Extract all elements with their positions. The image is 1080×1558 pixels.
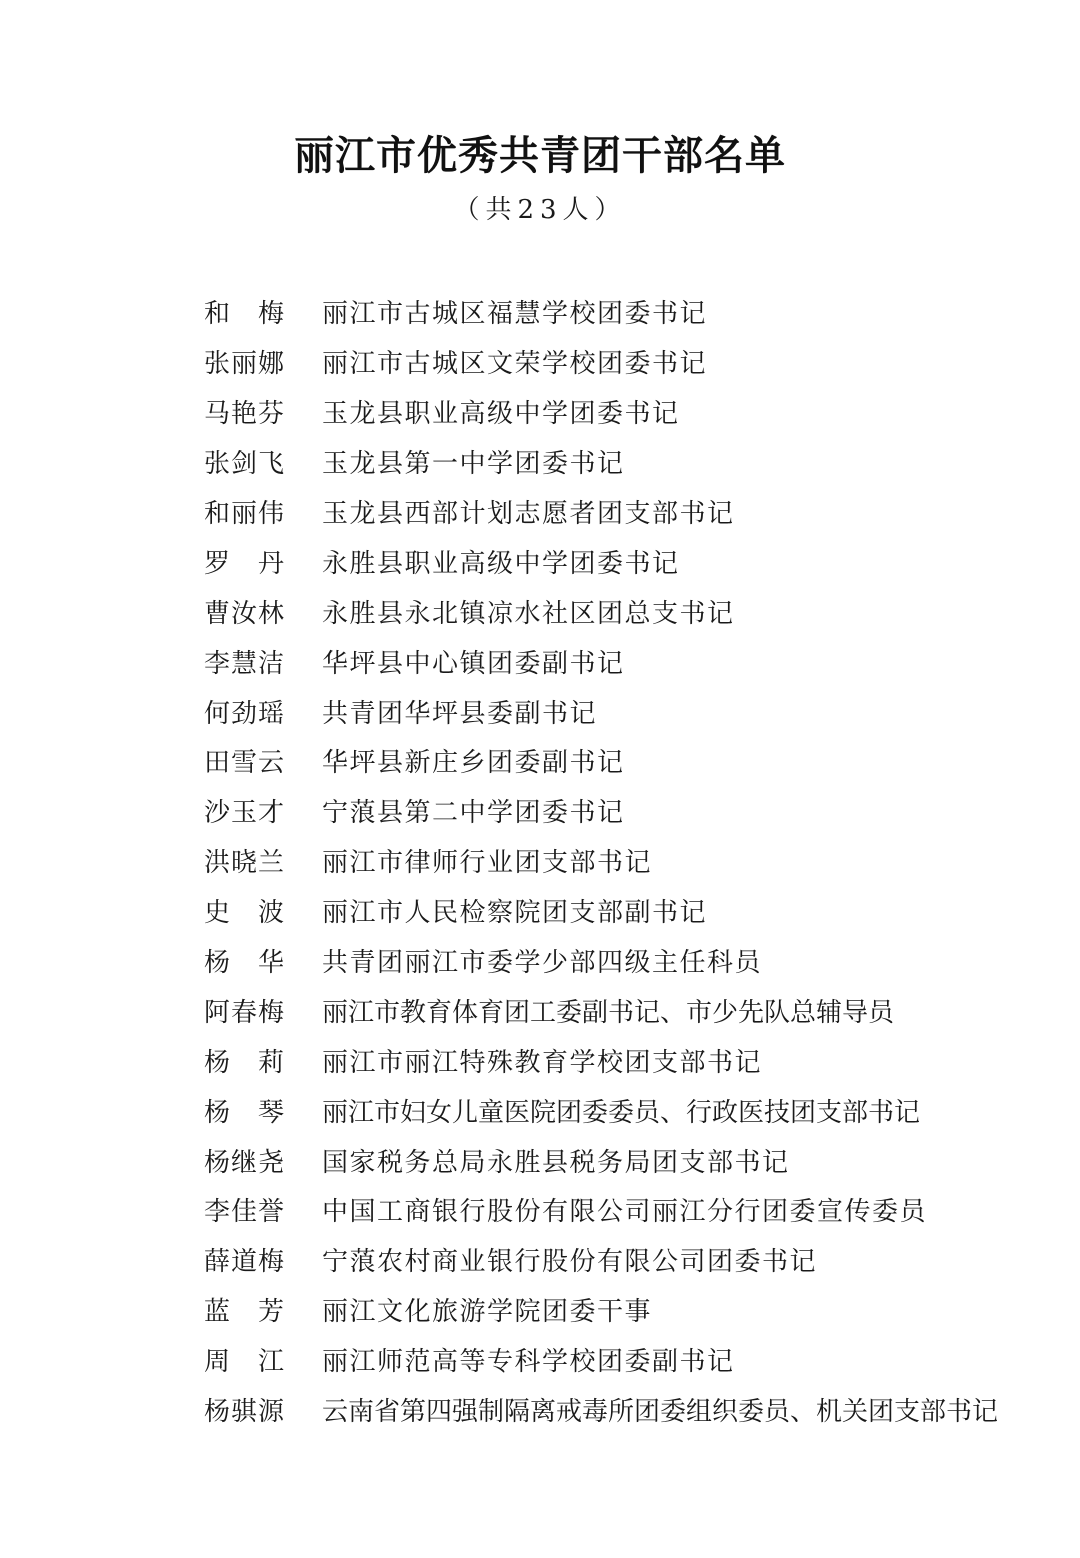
list-item	[204, 636, 1004, 686]
entry-name: 罗 丹	[204, 548, 286, 579]
list-item	[204, 1385, 1004, 1435]
entry-name: 何劲瑶	[204, 698, 286, 729]
entry-role: 华坪县新庄乡团委副书记	[322, 748, 625, 779]
list-item	[204, 936, 1004, 986]
entry-role: 玉龙县职业高级中学团委书记	[322, 399, 680, 430]
entry-name: 杨 华	[204, 948, 286, 979]
entry-role: 宁蒗农村商业银行股份有限公司团委书记	[322, 1247, 818, 1278]
entry-name: 周 江	[204, 1347, 286, 1378]
entry-role: 丽江师范高等专科学校团委副书记	[322, 1347, 735, 1378]
list-item	[204, 337, 1004, 387]
list-item	[204, 1285, 1004, 1335]
list-item	[204, 1035, 1004, 1085]
entry-role: 玉龙县第一中学团委书记	[322, 449, 625, 480]
entry-role: 共青团丽江市委学少部四级主任科员	[322, 948, 763, 979]
entry-role: 丽江市古城区福慧学校团委书记	[322, 299, 708, 330]
entry-name: 和 梅	[204, 299, 286, 330]
entry-name: 张丽娜	[204, 349, 286, 380]
entry-role: 丽江市律师行业团支部书记	[322, 848, 653, 879]
entry-role: 华坪县中心镇团委副书记	[322, 648, 625, 679]
list-item	[204, 287, 1004, 337]
list-item	[204, 886, 1004, 936]
page-title: 丽江市优秀共青团干部名单	[294, 133, 786, 179]
entry-name: 杨继尧	[204, 1147, 286, 1178]
list-item	[204, 1235, 1004, 1285]
list-item	[204, 437, 1004, 487]
entry-name: 曹汝林	[204, 598, 286, 629]
entry-role: 丽江市妇女儿童医院团委委员、行政医技团支部书记	[322, 1097, 921, 1128]
entry-name: 薛道梅	[204, 1247, 286, 1278]
list-item	[204, 836, 1004, 886]
list-item	[204, 985, 1004, 1035]
entry-role: 丽江市丽江特殊教育学校团支部书记	[322, 1047, 763, 1078]
entry-name: 田雪云	[204, 748, 286, 779]
entry-name: 洪晓兰	[204, 848, 286, 879]
entry-name: 马艳芬	[204, 399, 286, 430]
list-item	[204, 586, 1004, 636]
entry-name: 李慧洁	[204, 648, 286, 679]
entry-name: 杨 莉	[204, 1047, 286, 1078]
honoree-list	[204, 287, 1004, 1434]
list-item	[204, 1085, 1004, 1135]
entry-role: 丽江市教育体育团工委副书记、市少先队总辅导员	[322, 997, 895, 1028]
page-subtitle: （共23人）	[453, 195, 627, 225]
entry-role: 宁蒗县第二中学团委书记	[322, 798, 625, 829]
list-item	[204, 387, 1004, 437]
entry-name: 杨 琴	[204, 1097, 286, 1128]
entry-name: 杨骐源	[204, 1397, 286, 1428]
entry-name: 史 波	[204, 898, 286, 929]
list-item	[204, 1335, 1004, 1385]
entry-role: 云南省第四强制隔离戒毒所团委组织委员、机关团支部书记	[322, 1397, 999, 1428]
entry-role: 国家税务总局永胜县税务局团支部书记	[322, 1147, 790, 1178]
entry-name: 张剑飞	[204, 449, 286, 480]
entry-name: 沙玉才	[204, 798, 286, 829]
list-item	[204, 536, 1004, 586]
list-item	[204, 736, 1004, 786]
entry-role: 永胜县永北镇凉水社区团总支书记	[322, 598, 735, 629]
list-item	[204, 487, 1004, 537]
entry-role: 丽江文化旅游学院团委干事	[322, 1297, 653, 1328]
list-item	[204, 1135, 1004, 1185]
entry-role: 永胜县职业高级中学团委书记	[322, 548, 680, 579]
entry-name: 和丽伟	[204, 499, 286, 529]
list-item	[204, 686, 1004, 736]
entry-name: 蓝 芳	[204, 1297, 286, 1328]
entry-name: 李佳誉	[204, 1197, 286, 1228]
entry-role: 玉龙县西部计划志愿者团支部书记	[322, 499, 735, 529]
entry-name: 阿春梅	[204, 997, 286, 1028]
list-item	[204, 786, 1004, 836]
entry-role: 中国工商银行股份有限公司丽江分行团委宣传委员	[322, 1197, 928, 1228]
list-item	[204, 1185, 1004, 1235]
entry-role: 丽江市古城区文荣学校团委书记	[322, 349, 708, 380]
entry-role: 共青团华坪县委副书记	[322, 698, 598, 729]
entry-role: 丽江市人民检察院团支部副书记	[322, 898, 708, 929]
